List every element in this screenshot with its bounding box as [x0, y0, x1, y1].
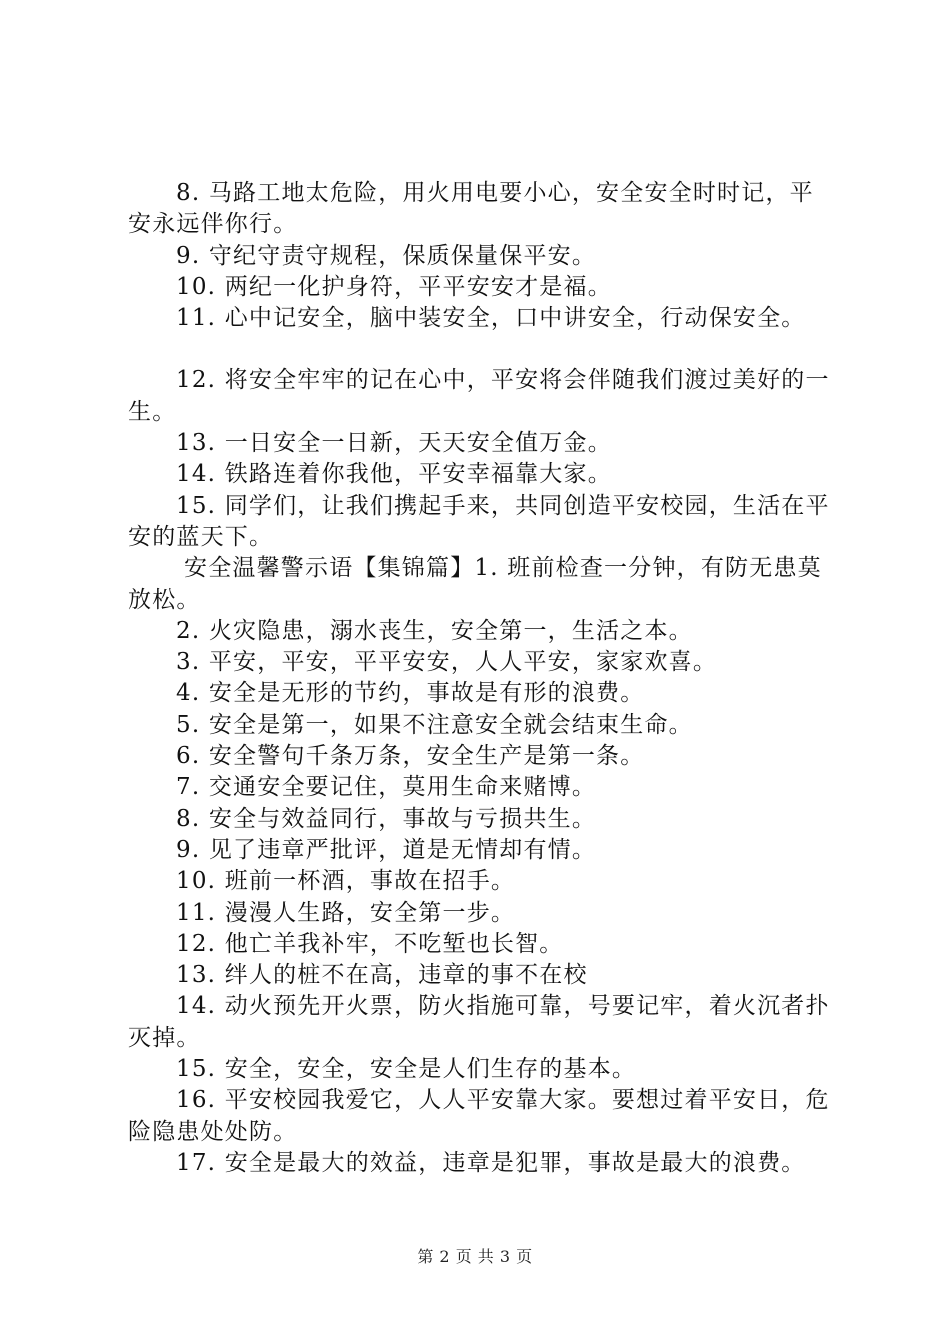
paragraph-3b: 3. 平安，平安，平平安安，人人平安，家家欢喜。 [176, 649, 718, 676]
paragraph-9a: 9. 守纪守责守规程，保质保量保平安。 [176, 242, 597, 269]
paragraph-8a: 8. 马路工地太危险，用火用电要小心，安全安全时时记，平安永远伴你行。 [128, 180, 814, 238]
paragraph-11b: 11. 漫漫人生路，安全第一步。 [176, 899, 516, 926]
paragraph-12b: 12. 他亡羊我补牢，不吃堑也长智。 [176, 930, 564, 957]
paragraph-9b: 9. 见了违章严批评，道是无情却有情。 [176, 836, 597, 863]
section-heading-collection: 安全温馨警示语【集锦篇】1. 班前检查一分钟，有防无患莫放松。 [128, 555, 822, 613]
paragraph-15b: 15. 安全，安全，安全是人们生存的基本。 [176, 1056, 637, 1083]
paragraph-4b: 4. 安全是无形的节约，事故是有形的浪费。 [176, 680, 645, 707]
paragraph-8b: 8. 安全与效益同行，事故与亏损共生。 [176, 805, 597, 832]
paragraph-13a: 13. 一日安全一日新，天天安全值万金。 [176, 430, 612, 457]
paragraph-10b: 10. 班前一杯酒，事故在招手。 [176, 868, 516, 895]
paragraph-12a: 12. 将安全牢牢的记在心中，平安将会伴随我们渡过美好的一生。 [128, 367, 830, 425]
paragraph-13b: 13. 绊人的桩不在高，违章的事不在校 [176, 962, 588, 989]
paragraph-6b: 6. 安全警句千条万条，安全生产是第一条。 [176, 743, 645, 770]
paragraph-2b: 2. 火灾隐患，溺水丧生，安全第一，生活之本。 [176, 617, 693, 644]
paragraph-14a: 14. 铁路连着你我他，平安幸福靠大家。 [176, 461, 612, 488]
paragraph-7b: 7. 交通安全要记住，莫用生命来赌博。 [176, 774, 597, 801]
paragraph-14b: 14. 动火预先开火票，防火指施可靠，号要记牢，着火沉者扑灭掉。 [128, 993, 830, 1051]
paragraph-5b: 5. 安全是第一，如果不注意安全就会结束生命。 [176, 711, 693, 738]
page-footer: 第 2 页 共 3 页 [417, 1247, 533, 1266]
paragraph-10a: 10. 两纪一化护身符，平平安安才是福。 [176, 273, 612, 300]
paragraph-17b: 17. 安全是最大的效益，违章是犯罪，事故是最大的浪费。 [176, 1149, 806, 1176]
paragraph-16b: 16. 平安校园我爱它，人人平安靠大家。要想过着平安日，危险隐患处处防。 [128, 1087, 830, 1145]
paragraph-15a: 15. 同学们，让我们携起手来，共同创造平安校园，生活在平安的蓝天下。 [128, 492, 830, 550]
paragraph-11a: 11. 心中记安全，脑中装安全，口中讲安全，行动保安全。 [176, 305, 806, 332]
document-body [128, 178, 838, 1179]
